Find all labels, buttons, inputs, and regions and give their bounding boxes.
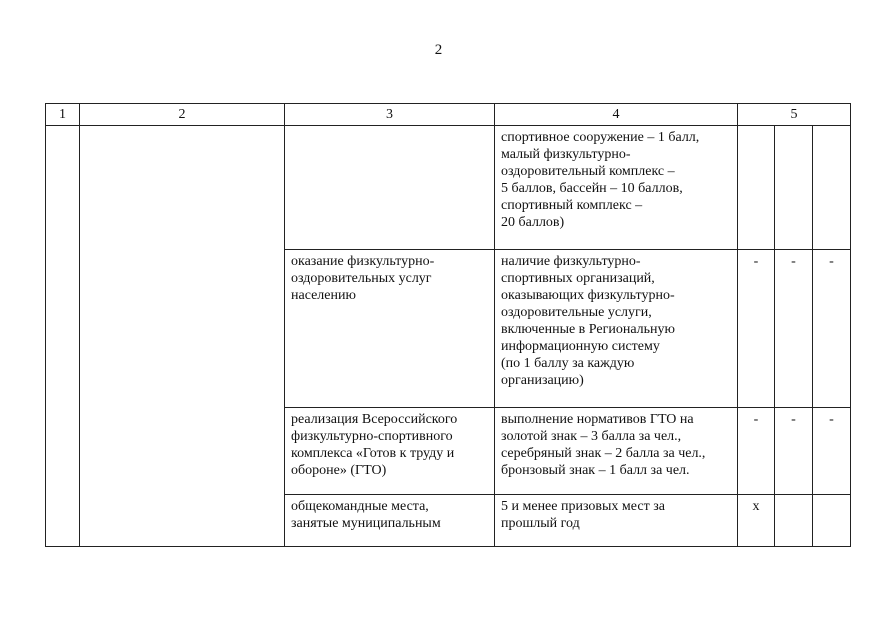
mark-cell — [775, 126, 813, 250]
table-row — [46, 126, 851, 250]
mark-cell: - — [738, 250, 775, 408]
header-col-1: 1 — [46, 104, 80, 126]
header-row — [46, 104, 851, 126]
criterion-cell: выполнение нормативов ГТО на золотой знак – 3 балла за чел., серебряный знак – 2 балла за чел., бронзовый знак – 1 балл за чел. — [495, 408, 738, 495]
header-col-4: 4 — [495, 104, 738, 126]
mark-cell — [775, 495, 813, 547]
mark-cell: - — [813, 408, 851, 495]
criterion-cell: наличие физкультурно- спортивных организаций, оказывающих физкультурно- оздоровительные услуги, включенные в Региональную информационную систему (по 1 баллу за каждую организацию) — [495, 250, 738, 408]
criterion-cell: 5 и менее призовых мест за прошлый год — [495, 495, 738, 547]
mark-cell: - — [813, 250, 851, 408]
header-col-3: 3 — [285, 104, 495, 126]
criterion-cell: спортивное сооружение – 1 балл, малый физкультурно- оздоровительный комплекс – 5 баллов, бассейн – 10 баллов, спортивный комплекс – 20 баллов) — [495, 126, 738, 250]
header-col-2: 2 — [80, 104, 285, 126]
indicator-cell: общекомандные места, занятые муниципальным — [285, 495, 495, 547]
indicator-cell: оказание физкультурно- оздоровительных услуг населению — [285, 250, 495, 408]
category-cell — [80, 126, 285, 547]
mark-cell: x — [738, 495, 775, 547]
mark-cell: - — [775, 250, 813, 408]
mark-cell — [813, 126, 851, 250]
mark-cell — [813, 495, 851, 547]
mark-cell — [738, 126, 775, 250]
header-col-5: 5 — [738, 104, 851, 126]
indicator-cell — [285, 126, 495, 250]
mark-cell: - — [738, 408, 775, 495]
number-cell — [46, 126, 80, 547]
mark-cell: - — [775, 408, 813, 495]
criteria-table — [45, 103, 851, 547]
page-number: 2 — [434, 42, 443, 58]
indicator-cell: реализация Всероссийского физкультурно-спортивного комплекса «Готов к труду и обороне» (ГТО) — [285, 408, 495, 495]
